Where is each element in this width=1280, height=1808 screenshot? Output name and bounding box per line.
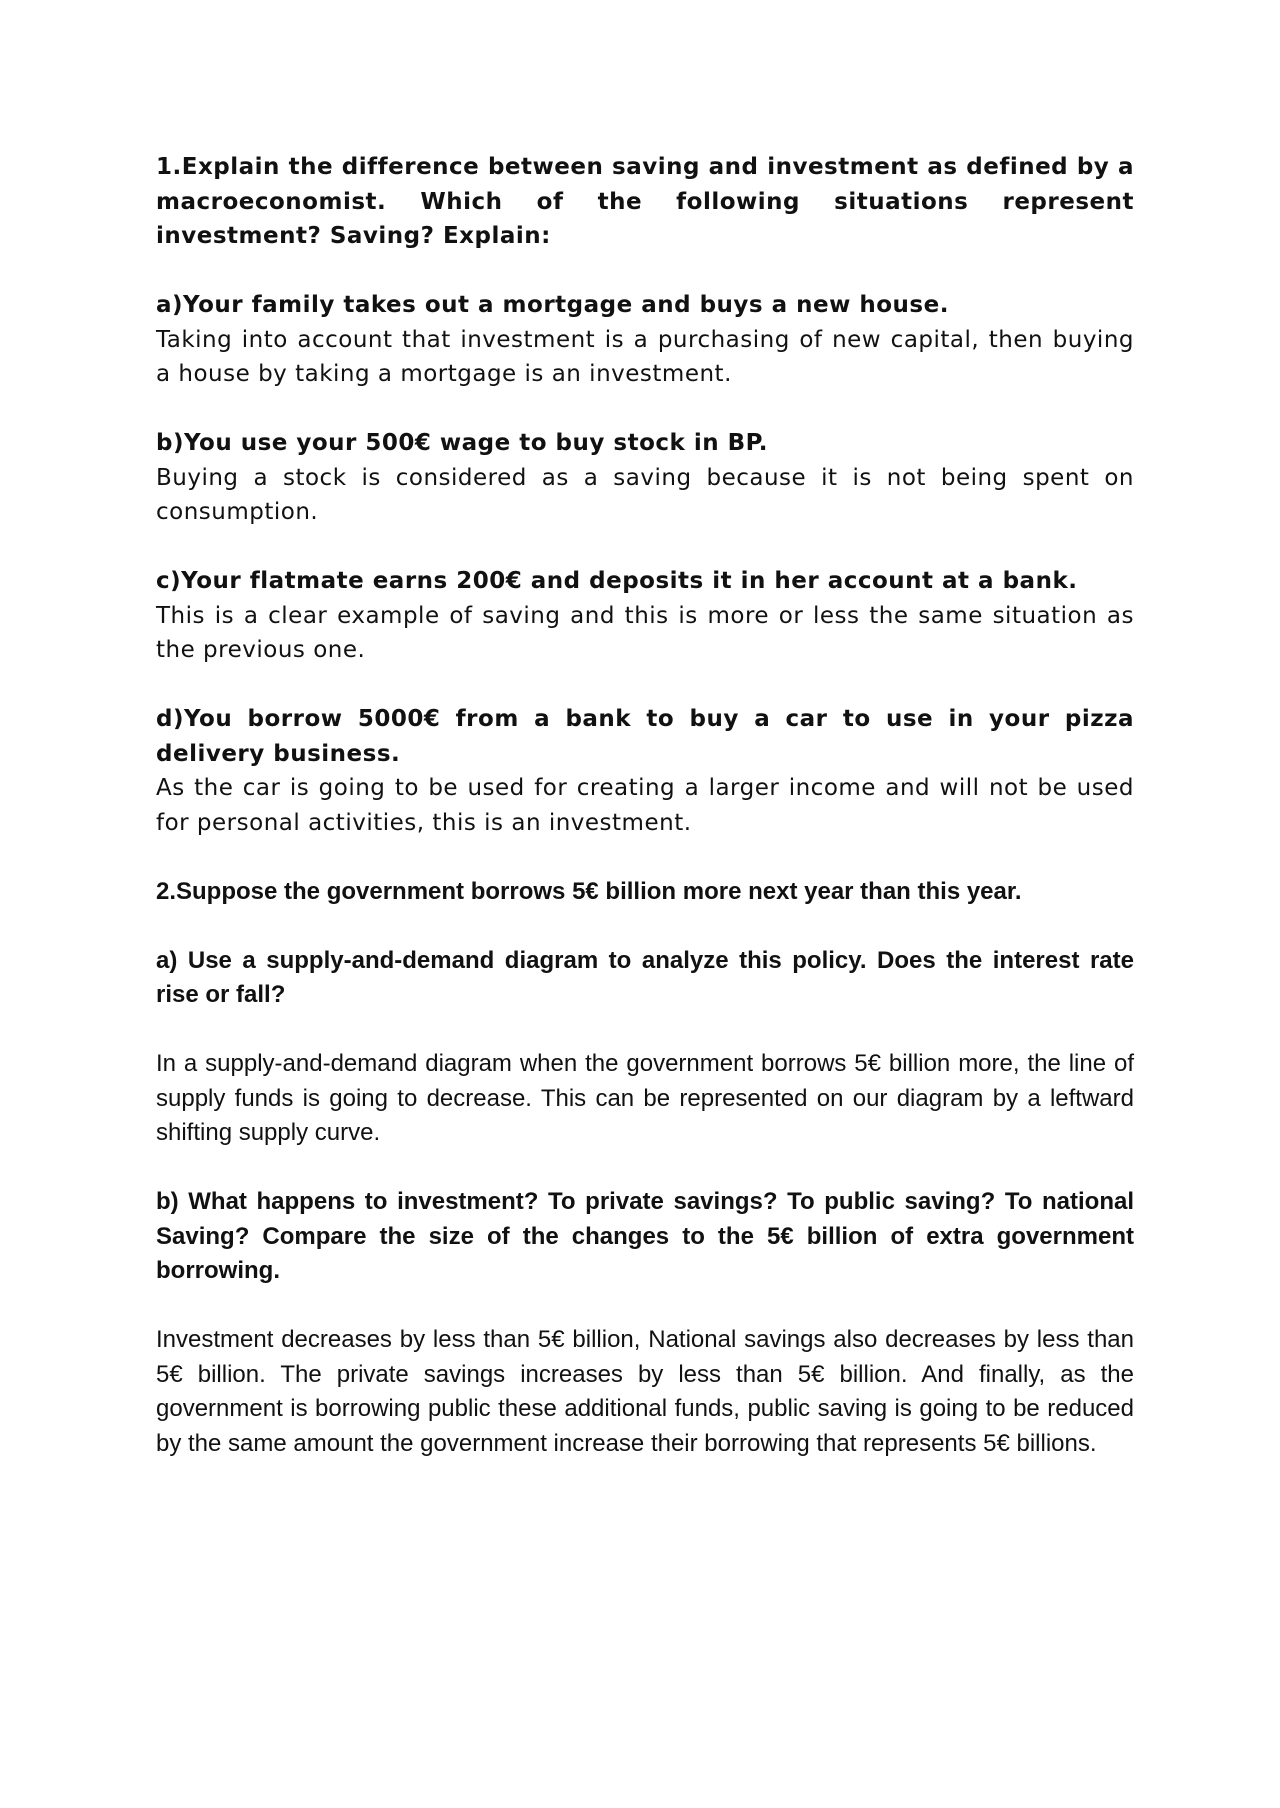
question-2-prompt: 2.Suppose the government borrows 5€ billion more next year than this year.	[156, 877, 1022, 905]
answer-2b: Investment decreases by less than 5€ billion, National savings also decreases by less than 5€ billion. The private savings increases by less than 5€ billion. And finally, as the government is borrowing public these additional funds, public saving is going to be reduced by the same amount the government increase their borrowing that represents 5€ billions.	[156, 1326, 1134, 1457]
question-1a: a)Your family takes out a mortgage and buys a new house.	[156, 292, 949, 318]
question-2b: b) What happens to investment? To private savings? To public saving? To national Saving? Compare the size of the changes to the 5€ billion of extra government borrowing.	[156, 1188, 1134, 1284]
answer-2a: In a supply-and-demand diagram when the government borrows 5€ billion more, the line of supply funds is going to decrease. This can be represented on our diagram by a leftward shifting supply curve.	[156, 1050, 1134, 1146]
question-1d: d)You borrow 5000€ from a bank to buy a car to use in your pizza delivery business.	[156, 706, 1134, 767]
question-1-prompt: 1.Explain the difference between saving and investment as defined by a macroeconomist. Which of the following situations represent investment? Saving? Explain:	[156, 154, 1134, 249]
question-2a: a) Use a supply-and-demand diagram to analyze this policy. Does the interest rate rise or fall?	[156, 946, 1134, 1008]
answer-1b: Buying a stock is considered as a saving because it is not being spent on consumption.	[156, 464, 1134, 525]
answer-1c: This is a clear example of saving and this is more or less the same situation as the previous one.	[156, 602, 1134, 663]
answer-1d: As the car is going to be used for creating a larger income and will not be used for personal activities, this is an investment.	[156, 775, 1134, 836]
question-1b: b)You use your 500€ wage to buy stock in BP.	[156, 430, 768, 456]
answer-1a: Taking into account that investment is a purchasing of new capital, then buying a house by taking a mortgage is an investment.	[156, 326, 1134, 387]
question-1c: c)Your flatmate earns 200€ and deposits it in her account at a bank.	[156, 568, 1078, 594]
document-page	[156, 150, 1134, 1461]
